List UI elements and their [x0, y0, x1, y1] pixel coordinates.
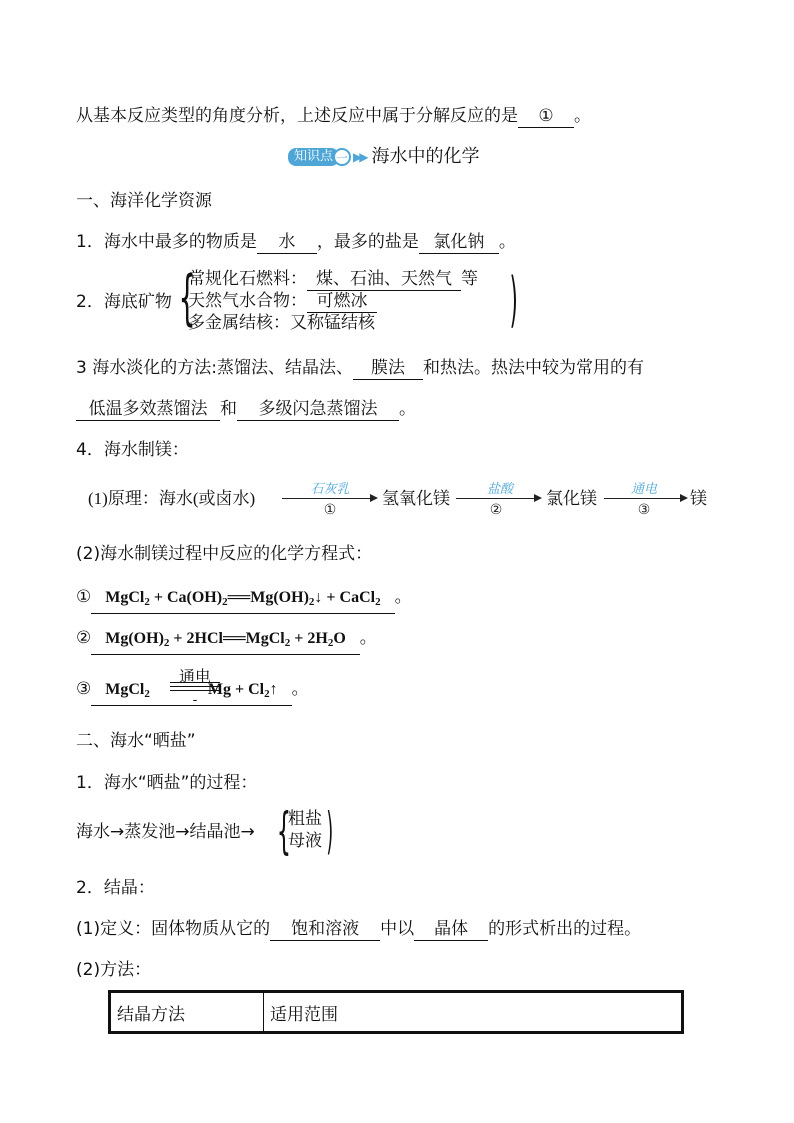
- item3-text-e: 。: [399, 399, 416, 419]
- arrow3-label: 通电: [630, 481, 657, 496]
- process-bottom: 母液: [288, 831, 322, 851]
- item1-text-a: 1．海水中最多的物质是: [76, 232, 257, 252]
- section-title-2: 二、海水“晒盐”: [76, 731, 196, 751]
- product-mg: 镁: [690, 489, 707, 508]
- left-brace: {: [178, 263, 196, 333]
- eq2-blank: $Mg(OH)_2$ + 2HCl══MgCl$_2$ + $2H_2O$: [91, 628, 360, 655]
- section2-item1: 1．海水“晒盐”的过程：: [76, 773, 258, 793]
- process-top: 粗盐: [288, 809, 322, 829]
- mg-process-prefix: (1)原理：海水(或卤水): [88, 489, 256, 508]
- item1-text-d: 。: [498, 232, 516, 252]
- item2-row3: 多金属结核：又称锰结核: [188, 313, 375, 333]
- arrow2-number: ②: [489, 502, 503, 518]
- eq2-end: 。: [359, 628, 377, 648]
- def-blank-solution: 饱和溶液: [270, 918, 380, 941]
- intro-line: [76, 104, 591, 128]
- item3-blank-method2: 多级闪急蒸馏法: [237, 398, 399, 421]
- item2-r1-suffix: 等: [461, 269, 478, 289]
- item2-label: 2．海底矿物: [76, 292, 172, 312]
- knowledge-number: 一: [333, 148, 351, 166]
- crystal-method-table: [108, 990, 684, 1034]
- eq3-dash: -: [192, 693, 198, 708]
- crystal-definition: [76, 917, 641, 941]
- eq3-eq-line3: [170, 690, 220, 691]
- item2-r2-prefix: 天然气水合物：: [188, 291, 307, 311]
- arrow3-head-icon: [680, 494, 688, 502]
- intro-end: 。: [574, 106, 591, 126]
- arrow2-label: 盐酸: [486, 481, 513, 496]
- arrow1-head-icon: [370, 494, 378, 502]
- item-4b: (2)海水制镁过程中反应的化学方程式：: [76, 544, 373, 564]
- item2-r1-prefix: 常规化石燃料：: [188, 269, 307, 289]
- process-right-paren: ): [326, 802, 334, 860]
- intro-blank: ①: [518, 105, 574, 128]
- def-text-c: 中以: [380, 919, 415, 939]
- table-header-scope: 适用范围: [270, 1004, 338, 1025]
- method-label: (2)方法：: [76, 960, 152, 980]
- item2-r2-blank: 可燃冰: [307, 290, 377, 313]
- item1-blank-water: 水: [257, 231, 317, 254]
- arrow3-line: [604, 498, 680, 499]
- item3-text-d: 和: [220, 399, 237, 419]
- item3-blank-method1: 低温多效蒸馏法: [76, 398, 220, 421]
- intro-text: 从基本反应类型的角度分析，上述反应中属于分解反应的是: [76, 106, 518, 126]
- eq2-number: ②: [76, 628, 92, 648]
- eq1-end: 。: [394, 587, 412, 607]
- eq3-eq-line1: [170, 682, 220, 683]
- item3-text-a: 3 海水淡化的方法:蒸馏法、结晶法、: [76, 358, 353, 378]
- eq3-condition: 通电: [178, 667, 211, 686]
- eq3-blank: MgCl$_2$ $Mg + Cl_2↑$: [91, 679, 291, 706]
- def-text-d: 的形式析出的过程。: [488, 919, 642, 939]
- item2-row2: [188, 290, 377, 313]
- product-mg-chloride: 氯化镁: [546, 489, 597, 508]
- table-header-method: 结晶方法: [111, 993, 264, 1031]
- arrow1-label: 石灰乳: [310, 481, 350, 496]
- section-title-1: 一、海洋化学资源: [76, 191, 212, 211]
- salt-process: 海水→蒸发池→结晶池→: [76, 822, 255, 842]
- item2-row1: [188, 268, 478, 291]
- knowledge-point-header: [288, 145, 479, 169]
- equation-2: [76, 626, 377, 655]
- def-text-a: (1)定义：固体物质从它的: [76, 919, 271, 939]
- def-blank-crystal: 晶体: [414, 918, 488, 941]
- item2-r1-blank: 煤、石油、天然气: [307, 268, 461, 291]
- arrow1-line: [282, 498, 370, 499]
- section2-item2: 2．结晶：: [76, 878, 155, 898]
- eq3-end: 。: [291, 679, 309, 699]
- equation-1: [76, 585, 412, 614]
- item-1: [76, 230, 516, 254]
- item1-blank-salt: 氯化钠: [419, 231, 499, 254]
- eq1-number: ①: [76, 587, 92, 607]
- item-4-title: 4．海水制镁：: [76, 440, 189, 460]
- arrow3-number: ③: [637, 502, 651, 518]
- arrow2-line: [456, 498, 534, 499]
- product-mg-hydroxide: 氢氧化镁: [382, 489, 450, 508]
- eq3-number: ③: [76, 679, 92, 699]
- item3-blank-membrane: 膜法: [353, 357, 423, 380]
- right-paren: ): [509, 265, 518, 335]
- arrow1-number: ①: [323, 502, 337, 518]
- knowledge-title: 海水中的化学: [371, 146, 480, 167]
- item-3-line2: [76, 397, 416, 421]
- item1-text-c: ，最多的盐是: [316, 232, 419, 252]
- eq1-blank: MgCl$_2$ + $Ca(OH)_2══Mg(OH)_2↓$ + CaCl$_2$: [91, 587, 394, 614]
- double-arrow-icon: ▶▶: [353, 150, 366, 164]
- knowledge-badge: 知识点: [288, 148, 339, 166]
- item3-text-c: 和热法。热法中较为常用的有: [422, 358, 644, 378]
- eq3-eq-line2: [170, 686, 220, 687]
- process-left-brace: {: [276, 802, 292, 860]
- item-3-line1: [76, 356, 644, 380]
- arrow2-head-icon: [534, 494, 542, 502]
